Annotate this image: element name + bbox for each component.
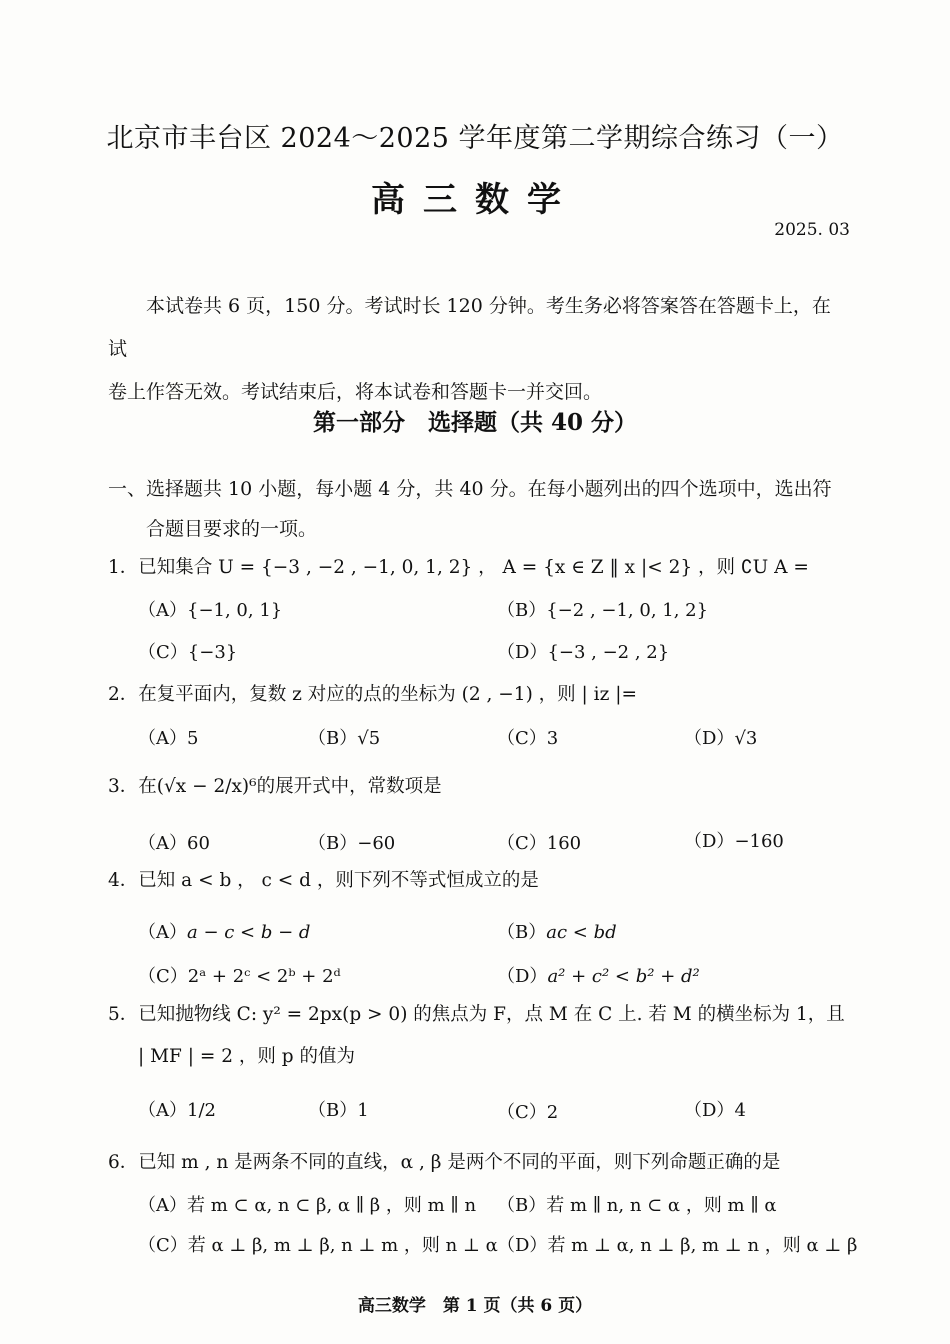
option-3a: （A）60 (138, 833, 210, 854)
option-3b: （B）−60 (308, 833, 396, 854)
question-number: 1． (108, 557, 139, 578)
question-stem: 已知 a < b ， c < d ，则下列不等式恒成立的是 (138, 870, 539, 891)
question-2 (108, 680, 637, 706)
instructions-line-2: 卷上作答无效。考试结束后，将本试卷和答题卡一并交回。 (108, 381, 603, 403)
subject-title: 高三数学 (371, 180, 579, 220)
question-4 (108, 866, 539, 892)
section-instruction-line-1: 一、选择题共 10 小题，每小题 4 分，共 40 分。在每小题列出的四个选项中，选出符 (108, 478, 832, 500)
page-footer: 高三数学 第 1 页（共 6 页） (357, 1296, 593, 1316)
option-6c: （C）若 α ⊥ β, m ⊥ β, n ⊥ m ，则 n ⊥ α (138, 1235, 498, 1256)
option-3d: （D）−160 (684, 831, 784, 852)
option-1b: （B）{−2 , −1, 0, 1, 2} (497, 600, 709, 621)
question-stem: 已知 m , n 是两条不同的直线，α , β 是两个不同的平面，则下列命题正确的是 (138, 1152, 781, 1173)
option-1d: （D）{−3 , −2 , 2} (497, 642, 670, 663)
option-2a: （A）5 (138, 728, 199, 749)
option-5a: （A）1/2 (138, 1100, 216, 1121)
option-6d: （D）若 m ⊥ α, n ⊥ β, m ⊥ n ，则 α ⊥ β (497, 1235, 858, 1256)
part-one-title: 第一部分 选择题（共 40 分） (312, 409, 638, 436)
exam-title: 北京市丰台区 2024～2025 学年度第二学期综合练习（一） (106, 123, 844, 154)
option-5c: （C）2 (497, 1102, 559, 1123)
question-number: 3． (108, 776, 139, 797)
option-4d: （D）a² + c² < b² + d² (497, 966, 700, 987)
question-number: 2． (108, 684, 139, 705)
binomial-formula: (√x − 2/x)⁶ (156, 776, 257, 797)
option-2c: （C）3 (497, 728, 559, 749)
question-stem: 已知集合 U = {−3 , −2 , −1, 0, 1, 2} ， A = {x ∈ Z ‖ x |< 2} ，则 ∁U A = (138, 557, 809, 578)
question-number: 5． (108, 1004, 139, 1025)
option-4b: （B）ac < bd (497, 922, 617, 943)
option-4c: （C）2ᵃ + 2ᶜ < 2ᵇ + 2ᵈ (138, 966, 341, 987)
option-5d: （D）4 (684, 1100, 746, 1121)
question-number: 4． (108, 870, 139, 891)
instructions-line-1: 本试卷共 6 页，150 分。考试时长 120 分钟。考生务必将答案答在答题卡上，在试 (108, 295, 831, 360)
question-5-line-2: | MF | = 2 ，则 p 的值为 (138, 1046, 356, 1067)
option-5b: （B）1 (308, 1100, 369, 1121)
question-stem: 在复平面内，复数 z 对应的点的坐标为 (2 , −1) ，则 | iz |= (138, 684, 637, 705)
option-2d: （D）√3 (684, 728, 758, 749)
option-4a: （A）a − c < b − d (138, 922, 311, 943)
option-2b: （B）√5 (308, 728, 381, 749)
question-5 (108, 1000, 845, 1026)
option-1a: （A）{−1, 0, 1} (138, 600, 283, 621)
exam-date: 2025. 03 (774, 220, 850, 240)
option-1c: （C）{−3} (138, 642, 238, 663)
question-3: 3．在(√x − 2/x)⁶的展开式中，常数项是 (108, 776, 442, 797)
section-instruction-line-2: 合题目要求的一项。 (146, 518, 318, 540)
option-6b: （B）若 m ∥ n, n ⊂ α ，则 m ∥ α (497, 1195, 777, 1216)
question-1 (108, 553, 809, 579)
option-3c: （C）160 (497, 833, 582, 854)
exam-instructions (108, 285, 848, 414)
question-stem-line-1: 已知抛物线 C: y² = 2px(p > 0) 的焦点为 F，点 M 在 C 上. 若 M 的横坐标为 1，且 (138, 1004, 845, 1025)
question-6 (108, 1148, 780, 1174)
question-number: 6． (108, 1152, 139, 1173)
option-6a: （A）若 m ⊂ α, n ⊂ β, α ∥ β ，则 m ∥ n (138, 1195, 477, 1216)
